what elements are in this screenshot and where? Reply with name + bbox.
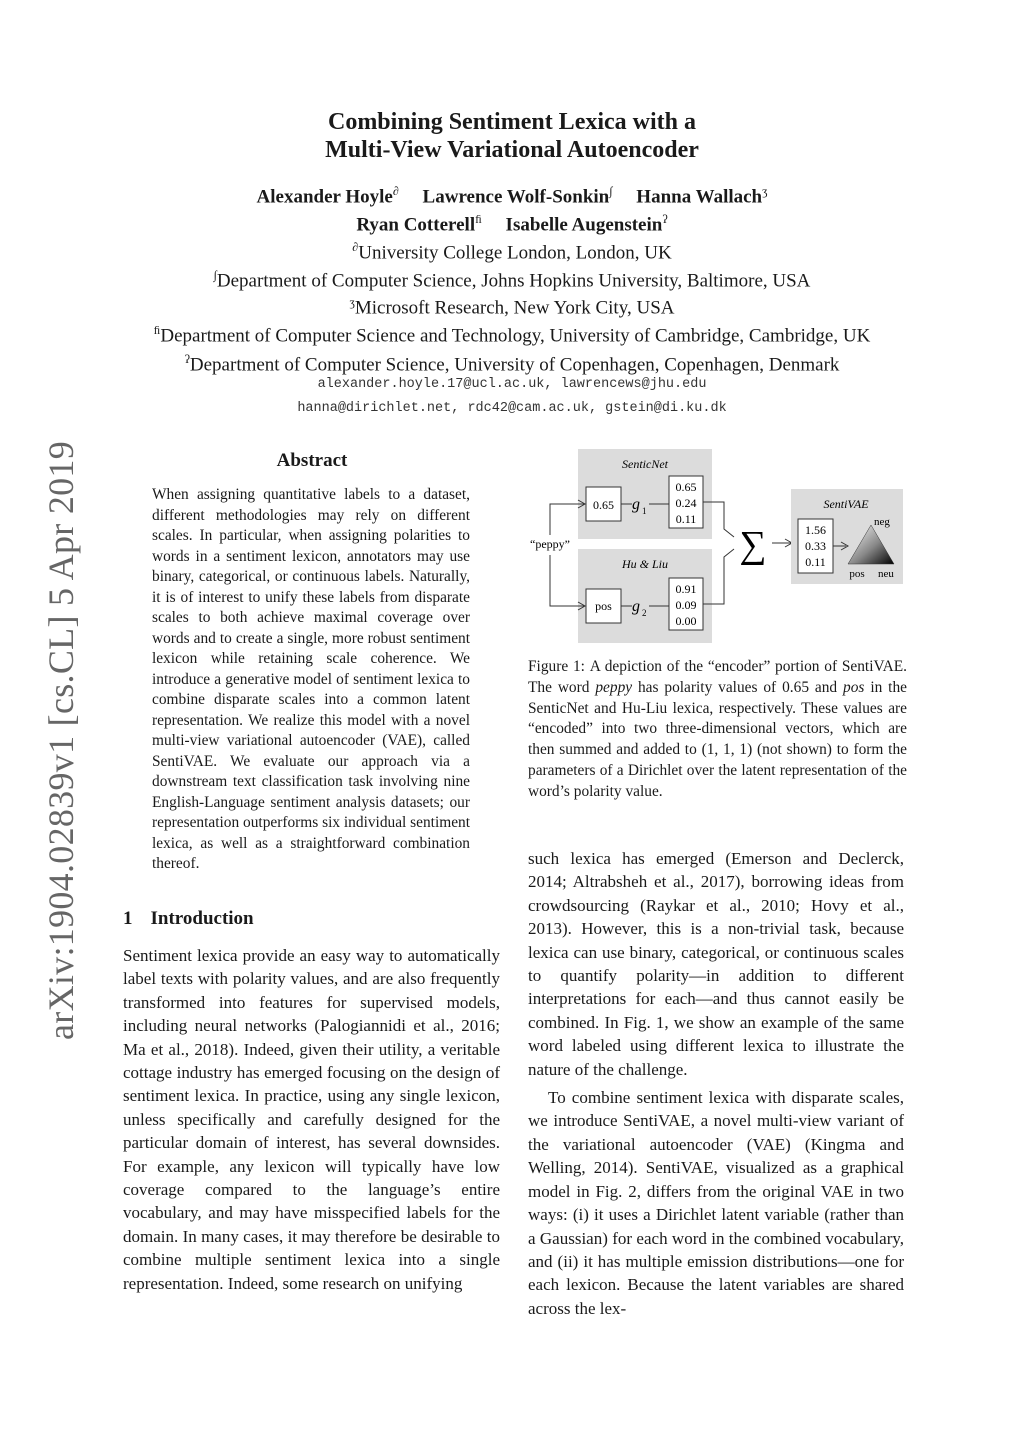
author-mark: ʔ xyxy=(662,212,668,226)
caption-text: A depiction of the “encoder” portion of SentiVAE. The word xyxy=(528,658,907,696)
caption-word: pos xyxy=(843,678,865,696)
paragraph: such lexica has emerged (Emerson and Declerck, 2014; Altrabsheh et al., 2017), borrowing ideas from crowdsourcing (Raykar et al., 2010; Hovy et al., 2013). However, this is a non-trivial task, because lexica can use binary, categorical, or continuous scales to quantify polarity—in addition to different interpretations for each—and thus cannot easily be combined. In Fig. 1, we show an example of the same word labeled using different lexica to illustrate the nature of the challenge. xyxy=(528,849,904,1079)
senticnet-fn-sub: 1 xyxy=(642,506,647,516)
title-line-2: Multi-View Variational Autoencoder xyxy=(325,137,699,163)
author-mark: ∫ xyxy=(609,184,613,198)
intro-right-column xyxy=(528,847,904,1320)
caption-label: Figure 1: xyxy=(528,658,585,675)
intro-left-column: Sentiment lexica provide an easy way to automatically label texts with polarity values, and are also frequently transformed into features for supervised models, including neural networks (Palogiannidi et al., 2016; Ma et al., 2018). Indeed, given their utility, a veritable cottage industry has emerged focusing on the design of sentiment lexica. In practice, using any single lexicon, unless specifically and carefully designed for the particular domain of interest, has several downsides. For example, any lexicon will typically have low coverage compared to the language’s entire vocabulary, and may have misspecified labels for the domain. In many cases, it may therefore be desirable to combine multiple sentiment lexica into a single representation. Indeed, some research on unifying xyxy=(123,946,500,1293)
author-name: Alexander Hoyle xyxy=(256,186,393,208)
simplex-label: neg xyxy=(874,516,890,528)
affiliation-text: Department of Computer Science, Johns Hopkins University, Baltimore, USA xyxy=(216,270,811,292)
author-name: Lawrence Wolf-Sonkin xyxy=(422,186,610,208)
senticnet-fn: g xyxy=(632,496,640,513)
sentivae-value: 0.33 xyxy=(805,539,826,553)
senticnet-output: 0.65 xyxy=(675,480,697,494)
affiliation-text: Department of Computer Science, University of Copenhagen, Copenhagen, Denmark xyxy=(189,354,840,376)
huliu-fn: g xyxy=(632,598,640,615)
figure-1-diagram xyxy=(528,447,908,647)
author-mark: ﬁ xyxy=(475,212,482,226)
affiliation-mark: ∂ xyxy=(352,240,359,254)
input-word: “peppy” xyxy=(530,537,570,551)
paper-title xyxy=(0,108,1024,164)
sentivae-value: 1.56 xyxy=(805,523,826,537)
huliu-input: pos xyxy=(595,599,612,613)
senticnet-label: SenticNet xyxy=(622,457,668,471)
email-line-1: alexander.hoyle.17@ucl.ac.uk, lawrencews@jhu.edu xyxy=(317,377,707,392)
affiliation-mark: ʒ xyxy=(349,295,355,309)
arxiv-stamp: arXiv:1904.02839v1 [cs.CL] 5 Apr 2019 xyxy=(41,440,81,1040)
huliu-fn-sub: 2 xyxy=(642,608,647,618)
abstract-text: When assigning quantitative labels to a dataset, different methodologies may rely on different scales. In particular, when assigning polarities to words in a sentiment lexicon, annotators may use binary, categorical, or continuous labels. Naturally, it is of interest to unify these labels from disparate scales to both achieve maximal coverage over words and to create a single, more robust sentiment lexicon while retaining scale coherence. We introduce a generative model of sentiment lexica to combine disparate scales into a common latent representation. We realize this model with a novel multi-view variational autoencoder (VAE), called SentiVAE. We evaluate our approach via a downstream text classification task involving nine English-Language sentiment analysis datasets; our representation outperforms six individual sentiment lexica, as well as a straightforward combination thereof. xyxy=(152,486,471,872)
affiliation-text: Microsoft Research, New York City, USA xyxy=(354,297,675,319)
figure-caption xyxy=(528,657,907,803)
senticnet-output: 0.11 xyxy=(675,512,697,526)
section-number: 1 xyxy=(123,908,133,929)
senticnet-input: 0.65 xyxy=(593,498,614,512)
abstract-heading: Abstract xyxy=(276,450,348,471)
author-name: Ryan Cotterell xyxy=(356,214,476,236)
huliu-output: 0.91 xyxy=(675,582,697,596)
author-name: Hanna Wallach xyxy=(636,186,763,208)
sentivae-value: 0.11 xyxy=(805,555,826,569)
caption-word: peppy xyxy=(595,678,633,696)
affiliation-text: Department of Computer Science and Technology, University of Cambridge, Cambridge, UK xyxy=(160,325,871,347)
email-line-2: hanna@dirichlet.net, rdc42@cam.ac.uk, gstein@di.ku.dk xyxy=(297,401,727,416)
simplex-label: neu xyxy=(878,568,894,580)
title-line-1: Combining Sentiment Lexica with a xyxy=(327,109,696,135)
caption-text: in the SenticNet and Hu-Liu lexica, respectively. These values are “encoded” into two three-dimensional vectors, which are then summed and added to (1, 1, 1) (not shown) to form the parameters of a Dirichlet over the latent representation of the word’s polarity value. xyxy=(528,678,907,800)
author-name: Isabelle Augenstein xyxy=(505,214,663,236)
huliu-output: 0.00 xyxy=(675,614,697,628)
section-title: Introduction xyxy=(150,908,254,929)
author-mark: ʒ xyxy=(762,184,768,198)
affiliation-mark: ∫ xyxy=(213,268,217,282)
simplex-label: pos xyxy=(849,568,865,580)
affiliation-text: University College London, London, UK xyxy=(358,242,672,264)
huliu-output: 0.09 xyxy=(675,598,697,612)
huliu-label: Hu & Liu xyxy=(621,557,669,571)
affiliation-mark: ﬁ xyxy=(153,323,161,337)
caption-text: has polarity values of 0.65 and xyxy=(632,678,844,696)
author-mark: ∂ xyxy=(392,184,399,198)
sum-symbol: ∑ xyxy=(739,524,767,566)
affiliation-mark: ʔ xyxy=(184,352,190,366)
section-heading xyxy=(123,908,254,930)
sentivae-label: SentiVAE xyxy=(823,497,869,511)
senticnet-output: 0.24 xyxy=(675,496,697,510)
paragraph: To combine sentiment lexica with disparate scales, we introduce SentiVAE, a novel multi-view variant of the variational autoencoder (VAE) (Kingma and Welling, 2014). SentiVAE, visualized as a graphical model in Fig. 2, differs from the original VAE in two ways: (i) it uses a Dirichlet latent variable (rather than a Gaussian) for each word in the combined vocabulary, and (ii) it has multiple emission distributions—one for each lexicon. Because the latent variables are shared across the lex- xyxy=(528,1088,904,1318)
